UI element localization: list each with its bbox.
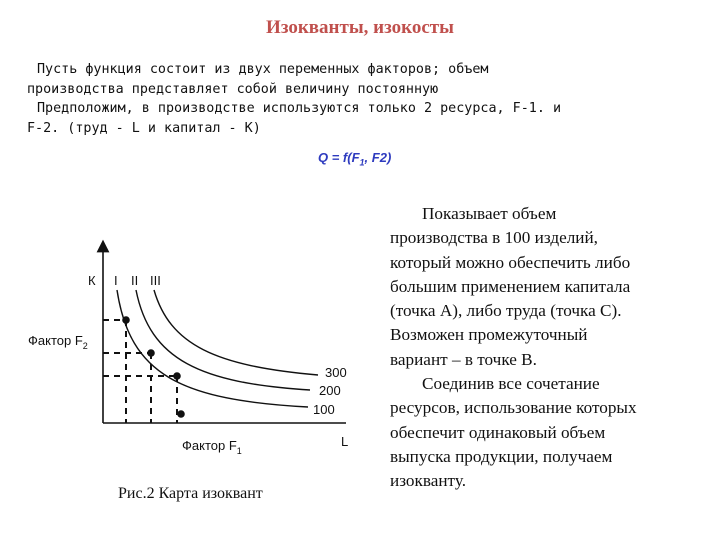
isoquant-value-300: 300 <box>325 365 347 380</box>
desc-p1-line: Возможен промежуточный <box>390 325 588 345</box>
formula-prefix: Q = f(F <box>318 150 360 165</box>
desc-p2-line: выпуска продукции, получаем <box>390 446 613 466</box>
y-factor-text: Фактор F <box>28 333 83 348</box>
isoquant-value-200: 200 <box>319 383 341 398</box>
y-factor-sub: 2 <box>82 341 88 351</box>
formula-suffix: , F2) <box>364 150 392 165</box>
point-b <box>147 349 155 357</box>
desc-p1-line: большим применением капитала <box>390 276 631 296</box>
x-factor-sub: 1 <box>236 446 242 456</box>
point-a <box>122 316 130 324</box>
x-axis-label: L <box>341 434 349 449</box>
desc-p2-line: Соединив все сочетание <box>422 374 600 394</box>
formula-sub: 1 <box>359 157 365 168</box>
curve-label-3: III <box>150 273 161 288</box>
intro-line-4: F-2. (труд - L и капитал - К) <box>27 120 261 136</box>
x-factor-text: Фактор F <box>182 438 237 453</box>
intro-line-2: производства представляет собой величину постоянную <box>27 81 439 97</box>
isoquant-curve-3 <box>154 290 318 375</box>
intro-line-3: Предположим, в производстве используются только 2 ресурса, F-1. и <box>37 101 562 116</box>
curve-label-2: II <box>131 273 139 288</box>
isoquant-value-100: 100 <box>313 402 335 417</box>
desc-p1-line: производства в 100 изделий, <box>390 228 598 248</box>
y-factor-label <box>28 333 88 351</box>
y-axis-label: К <box>88 273 96 288</box>
description-paragraph-2 <box>390 372 710 493</box>
desc-p1-line: который можно обеспечить либо <box>390 252 631 272</box>
point-c <box>173 372 181 380</box>
desc-p2-line: ресурсов, использование которых <box>390 398 637 418</box>
figure-caption: Рис.2 Карта изоквант <box>118 485 263 502</box>
desc-p1-line: вариант – в точке В. <box>390 349 537 369</box>
point-d <box>177 410 185 418</box>
intro-line-1: Пусть функция состоит из двух переменных факторов; объем <box>37 62 489 77</box>
desc-p1-line: (точка А), либо труда (точка С). <box>390 301 622 321</box>
isoquant-curve-1 <box>117 290 308 407</box>
description-text <box>390 202 710 494</box>
desc-p1-line: Показывает объем <box>422 204 557 223</box>
x-factor-label <box>182 438 242 456</box>
desc-p2-line: изокванту. <box>390 471 466 491</box>
curve-label-1: I <box>114 273 118 288</box>
description-paragraph-1 <box>390 202 710 372</box>
desc-p2-line: обеспечит одинаковый объем <box>390 422 606 442</box>
slide-title: Изокванты, изокосты <box>266 17 454 38</box>
